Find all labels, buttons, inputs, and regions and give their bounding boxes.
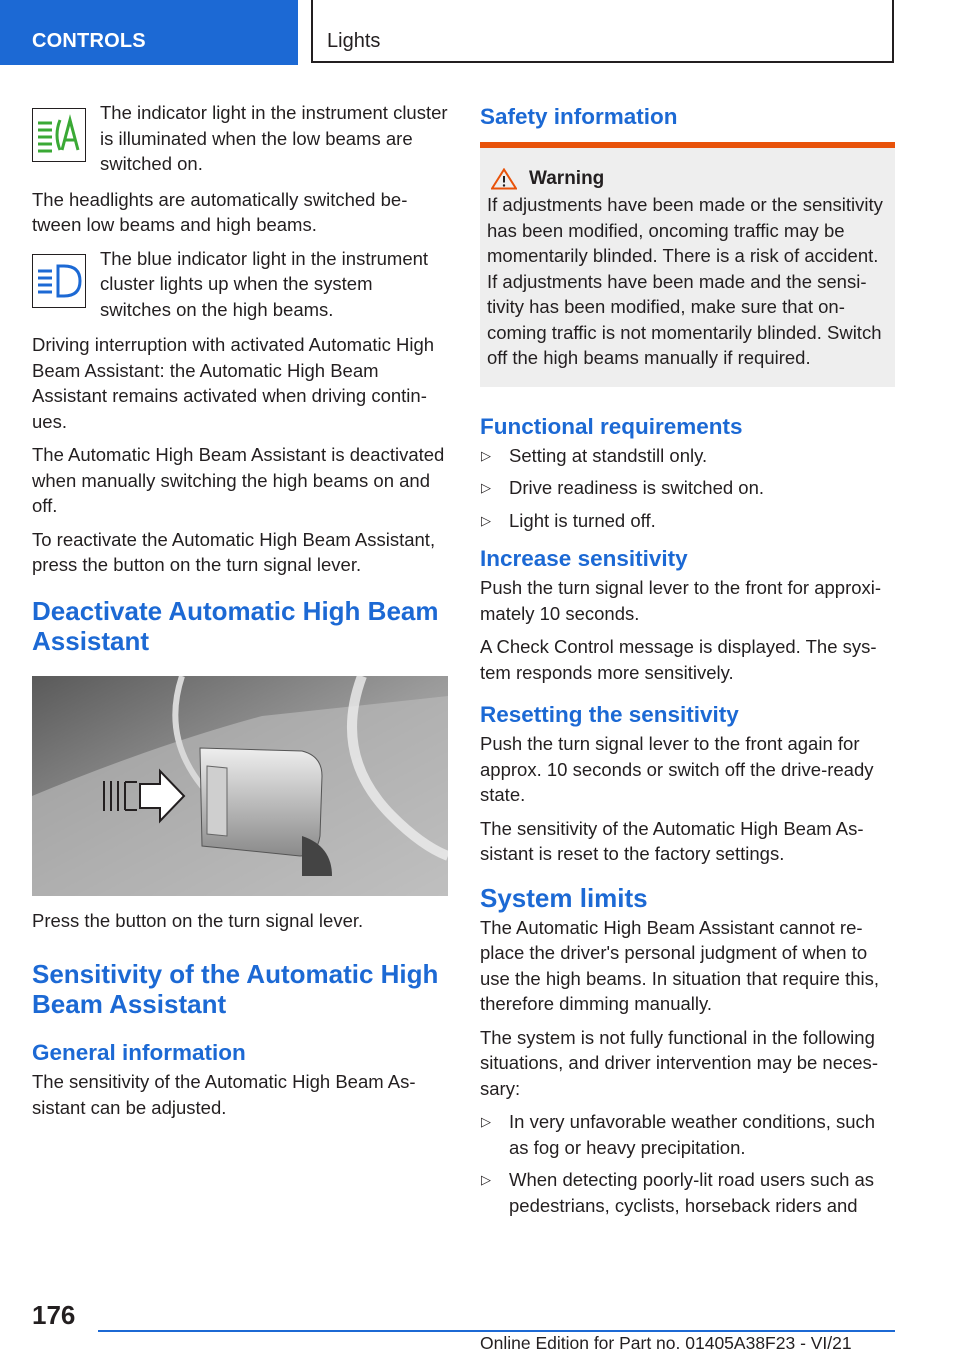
heading-deactivate: Deactivate Automatic High Beam Assistant — [32, 595, 439, 656]
heading-resetting-sensitivity: Resetting the sensitivity — [480, 702, 739, 727]
bullet-triangle-icon: ▷ — [481, 512, 491, 528]
functional-list — [480, 443, 895, 534]
section-tab — [0, 0, 298, 65]
heading-increase-sensitivity: Increase sensitivity — [480, 546, 688, 571]
bullet-triangle-icon: ▷ — [481, 480, 491, 495]
warning-triangle-icon — [491, 168, 517, 190]
list-item: ▷ Drive readiness is switched on. — [480, 475, 895, 501]
paragraph: The Automatic High Beam Assistant is deactivated when manually switching the high beams on and off. — [32, 444, 445, 516]
paragraph: The sensitivity of the Automatic High Beam Assistant is reset to the factory settings. — [480, 817, 864, 864]
paragraph: Push the turn signal lever to the front again for approx. 10 seconds or switch off the drive-ready state. — [480, 733, 874, 805]
footer-edition: Online Edition for Part no. 01405A38F23 - VI/21 — [480, 1333, 852, 1353]
section-title: CONTROLS — [32, 30, 146, 52]
heading-system-limits: System limits — [480, 882, 648, 913]
list-item: ▷ When detecting poorly-lit road users such as pedestrians, cyclists, horseback riders and — [481, 1169, 875, 1216]
paragraph: The Automatic High Beam Assistant cannot replace the driver's personal judgment of when to use the high beams. In situation that require this, therefore dimming manually. — [480, 916, 880, 1014]
heading-general-information: General information — [32, 1040, 246, 1065]
heading-functional-requirements: Functional requirements — [480, 413, 743, 439]
list-item: ▷ In very unfavorable weather conditions, such as fog or heavy precipitation. — [481, 1111, 876, 1158]
paragraph: A Check Control message is displayed. The system responds more sensitively. — [480, 636, 877, 683]
limits-list — [480, 1109, 895, 1218]
safety-title: Safety information — [480, 104, 678, 129]
list-item: ▷ Setting at standstill only. — [480, 443, 895, 469]
indicator-high-beam-text: The blue indicator light in the instrument cluster lights up when the system switches on the high beams. — [100, 247, 429, 320]
warning-text: If adjustments have been made or the sensitivity has been modified, oncoming traffic may be momentarily blinded. There is a risk of accident. If adjustments have been made and the sensitivity has been modified, make sure that oncoming traffic is not momentarily blinded. Switch off the high beams manually if required. — [487, 194, 883, 368]
paragraph: Push the turn signal lever to the front for approximately 10 seconds. — [480, 577, 882, 624]
left-column — [32, 100, 448, 1128]
photo-caption: Press the button on the turn signal lever. — [32, 909, 364, 931]
warning-header — [491, 168, 887, 190]
turn-signal-lever-photo — [32, 676, 448, 896]
page-number: 176 — [32, 1300, 76, 1330]
auto-high-beam-green-icon — [32, 108, 86, 162]
indicator-low-beam-text: The indicator light in the instrument cluster is illuminated when the low beams are switched on. — [100, 102, 448, 174]
indicator-block-low-beam — [32, 100, 448, 177]
paragraph: To reactivate the Automatic High Beam Assistant, press the button on the turn signal lever. — [32, 528, 436, 575]
chapter-title: Lights — [327, 30, 381, 52]
heading-sensitivity: Sensitivity of the Automatic High Beam Assistant — [32, 959, 439, 1019]
list-item: ▷ Light is turned off. — [480, 508, 895, 534]
paragraph: The system is not fully functional in the following situations, and driver intervention may be necessary: — [480, 1026, 878, 1099]
paragraph: The sensitivity of the Automatic High Beam Assistant can be adjusted. — [32, 1071, 416, 1118]
chapter-tab — [311, 0, 894, 63]
indicator-block-high-beam — [32, 246, 448, 323]
paragraph: The headlights are automatically switched between low beams and high beams. — [32, 188, 408, 235]
paragraph: Driving interruption with activated Automatic High Beam Assistant: the Automatic High Beam Assistant remains activated when driving continues. — [32, 334, 435, 432]
footer-rule — [98, 1330, 895, 1332]
bullet-triangle-icon: ▷ — [481, 1172, 491, 1187]
right-column — [480, 100, 895, 1226]
high-beam-blue-icon — [32, 254, 86, 308]
bullet-triangle-icon: ▷ — [481, 1114, 491, 1129]
warning-label: Warning — [529, 168, 605, 189]
warning-box — [480, 148, 895, 387]
bullet-triangle-icon: ▷ — [481, 447, 491, 463]
